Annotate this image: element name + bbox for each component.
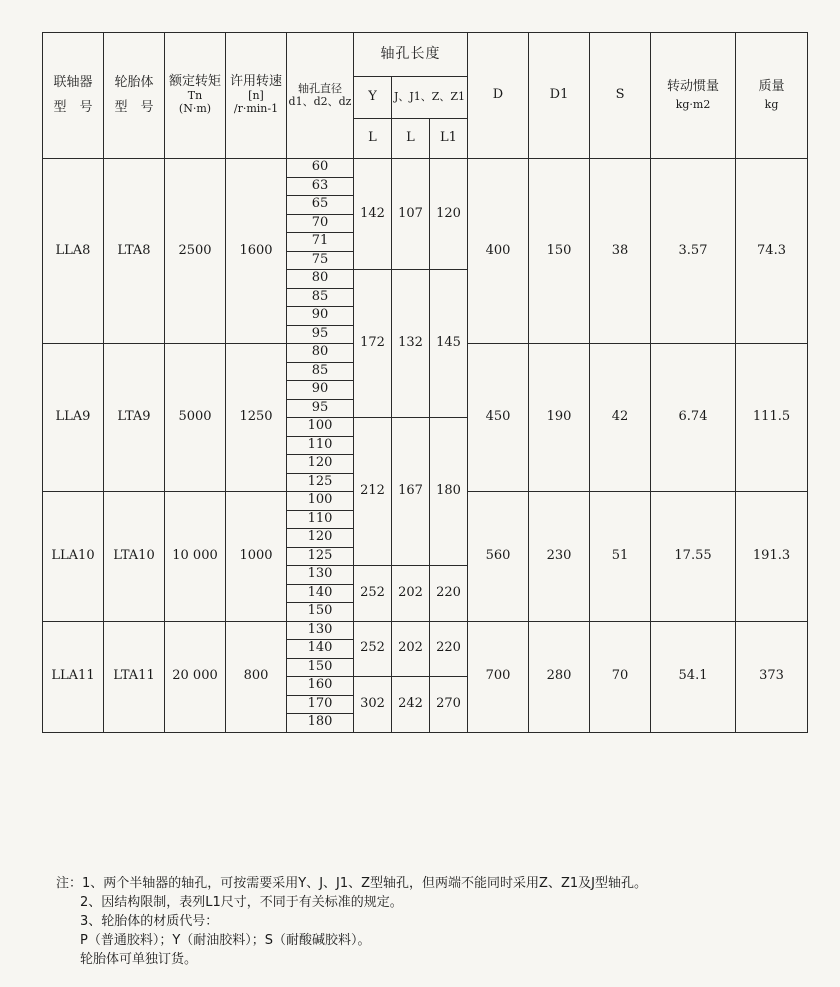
mass-cell: 74.3 bbox=[736, 159, 808, 344]
bore-diameter-cell: 125 bbox=[287, 473, 354, 492]
header-allowed-speed: 许用转速 [n] /r·min-1 bbox=[226, 33, 287, 159]
length-y-cell: 302 bbox=[354, 677, 392, 733]
length-j1-cell: 220 bbox=[430, 621, 468, 677]
length-j1-cell: 220 bbox=[430, 566, 468, 622]
bore-diameter-cell: 63 bbox=[287, 177, 354, 196]
bore-diameter-cell: 100 bbox=[287, 492, 354, 511]
inertia-cell: 17.55 bbox=[651, 492, 736, 622]
bore-diameter-cell: 130 bbox=[287, 621, 354, 640]
length-j-cell: 132 bbox=[392, 270, 430, 418]
length-j1-cell: 145 bbox=[430, 270, 468, 418]
bore-diameter-cell: 160 bbox=[287, 677, 354, 696]
bore-diameter-cell: 150 bbox=[287, 603, 354, 622]
bore-diameter-cell: 170 bbox=[287, 695, 354, 714]
coupling-model-cell: LLA9 bbox=[43, 344, 104, 492]
rated-torque-cell: 2500 bbox=[165, 159, 226, 344]
D1-cell: 230 bbox=[529, 492, 590, 622]
D-cell: 560 bbox=[468, 492, 529, 622]
allowed-speed-cell: 1600 bbox=[226, 159, 287, 344]
S-cell: 38 bbox=[590, 159, 651, 344]
header-j-L: L bbox=[392, 119, 430, 159]
bore-diameter-cell: 180 bbox=[287, 714, 354, 733]
D1-cell: 190 bbox=[529, 344, 590, 492]
tire-model-cell: LTA8 bbox=[104, 159, 165, 344]
bore-diameter-cell: 80 bbox=[287, 270, 354, 289]
header-S: S bbox=[590, 33, 651, 159]
rated-torque-cell: 5000 bbox=[165, 344, 226, 492]
bore-diameter-cell: 140 bbox=[287, 584, 354, 603]
tire-model-cell: LTA10 bbox=[104, 492, 165, 622]
header-D1: D1 bbox=[529, 33, 590, 159]
header-coupling-model: 联轴器 型 号 bbox=[43, 33, 104, 159]
bore-diameter-cell: 95 bbox=[287, 399, 354, 418]
tire-model-cell: LTA9 bbox=[104, 344, 165, 492]
header-bore-diameter: 轴孔直径 d1、d2、dz bbox=[287, 33, 354, 159]
mass-cell: 191.3 bbox=[736, 492, 808, 622]
note-line: 注：1、两个半轴器的轴孔，可按需要采用Y、J、J1、Z型轴孔，但两端不能同时采用Z、Z1及J型轴孔。 bbox=[56, 876, 647, 891]
coupling-model-cell: LLA10 bbox=[43, 492, 104, 622]
bore-diameter-cell: 140 bbox=[287, 640, 354, 659]
coupling-model-cell: LLA8 bbox=[43, 159, 104, 344]
bore-diameter-cell: 110 bbox=[287, 436, 354, 455]
length-y-cell: 252 bbox=[354, 566, 392, 622]
D1-cell: 150 bbox=[529, 159, 590, 344]
bore-diameter-cell: 100 bbox=[287, 418, 354, 437]
header-bore-length: 轴孔长度 bbox=[354, 33, 468, 77]
bore-diameter-cell: 80 bbox=[287, 344, 354, 363]
length-y-cell: 252 bbox=[354, 621, 392, 677]
mass-cell: 111.5 bbox=[736, 344, 808, 492]
inertia-cell: 54.1 bbox=[651, 621, 736, 732]
allowed-speed-cell: 1250 bbox=[226, 344, 287, 492]
mass-cell: 373 bbox=[736, 621, 808, 732]
note-line: 3、轮胎体的材质代号： bbox=[80, 914, 219, 929]
length-j-cell: 107 bbox=[392, 159, 430, 270]
note-line: P（普通胶料）；Y（耐油胶料）；S（耐酸碱胶料）。 bbox=[80, 933, 371, 948]
allowed-speed-cell: 800 bbox=[226, 621, 287, 732]
header-rated-torque: 额定转矩 Tn (N·m) bbox=[165, 33, 226, 159]
note-line: 轮胎体可单独订货。 bbox=[80, 952, 198, 967]
bore-diameter-cell: 120 bbox=[287, 455, 354, 474]
allowed-speed-cell: 1000 bbox=[226, 492, 287, 622]
note-line: 2、因结构限制，表列L1尺寸，不同于有关标准的规定。 bbox=[80, 895, 403, 910]
bore-diameter-cell: 85 bbox=[287, 362, 354, 381]
S-cell: 42 bbox=[590, 344, 651, 492]
header-y-type: Y bbox=[354, 77, 392, 119]
header-inertia: 转动惯量 kg·m2 bbox=[651, 33, 736, 159]
bore-diameter-cell: 120 bbox=[287, 529, 354, 548]
length-j1-cell: 180 bbox=[430, 418, 468, 566]
header-y-L: L bbox=[354, 119, 392, 159]
D1-cell: 280 bbox=[529, 621, 590, 732]
length-y-cell: 212 bbox=[354, 418, 392, 566]
length-y-cell: 142 bbox=[354, 159, 392, 270]
length-j-cell: 202 bbox=[392, 621, 430, 677]
D-cell: 450 bbox=[468, 344, 529, 492]
header-D: D bbox=[468, 33, 529, 159]
rated-torque-cell: 20 000 bbox=[165, 621, 226, 732]
header-j-L1: L1 bbox=[430, 119, 468, 159]
D-cell: 400 bbox=[468, 159, 529, 344]
bore-diameter-cell: 85 bbox=[287, 288, 354, 307]
coupling-model-cell: LLA11 bbox=[43, 621, 104, 732]
bore-diameter-cell: 130 bbox=[287, 566, 354, 585]
bore-diameter-cell: 75 bbox=[287, 251, 354, 270]
bore-diameter-cell: 60 bbox=[287, 159, 354, 178]
bore-diameter-cell: 125 bbox=[287, 547, 354, 566]
header-tire-model: 轮胎体 型 号 bbox=[104, 33, 165, 159]
bore-diameter-cell: 70 bbox=[287, 214, 354, 233]
tire-model-cell: LTA11 bbox=[104, 621, 165, 732]
length-y-cell: 172 bbox=[354, 270, 392, 418]
header-jz-type: J、J1、Z、Z1 bbox=[392, 77, 468, 119]
bore-diameter-cell: 71 bbox=[287, 233, 354, 252]
bore-diameter-cell: 65 bbox=[287, 196, 354, 215]
length-j-cell: 202 bbox=[392, 566, 430, 622]
length-j-cell: 167 bbox=[392, 418, 430, 566]
bore-diameter-cell: 110 bbox=[287, 510, 354, 529]
S-cell: 51 bbox=[590, 492, 651, 622]
bore-diameter-cell: 90 bbox=[287, 381, 354, 400]
rated-torque-cell: 10 000 bbox=[165, 492, 226, 622]
length-j1-cell: 270 bbox=[430, 677, 468, 733]
S-cell: 70 bbox=[590, 621, 651, 732]
bore-diameter-cell: 150 bbox=[287, 658, 354, 677]
header-mass: 质量 kg bbox=[736, 33, 808, 159]
bore-diameter-cell: 95 bbox=[287, 325, 354, 344]
length-j1-cell: 120 bbox=[430, 159, 468, 270]
length-j-cell: 242 bbox=[392, 677, 430, 733]
D-cell: 700 bbox=[468, 621, 529, 732]
inertia-cell: 6.74 bbox=[651, 344, 736, 492]
inertia-cell: 3.57 bbox=[651, 159, 736, 344]
coupling-spec-table bbox=[42, 32, 808, 733]
bore-diameter-cell: 90 bbox=[287, 307, 354, 326]
notes-block bbox=[56, 874, 647, 969]
